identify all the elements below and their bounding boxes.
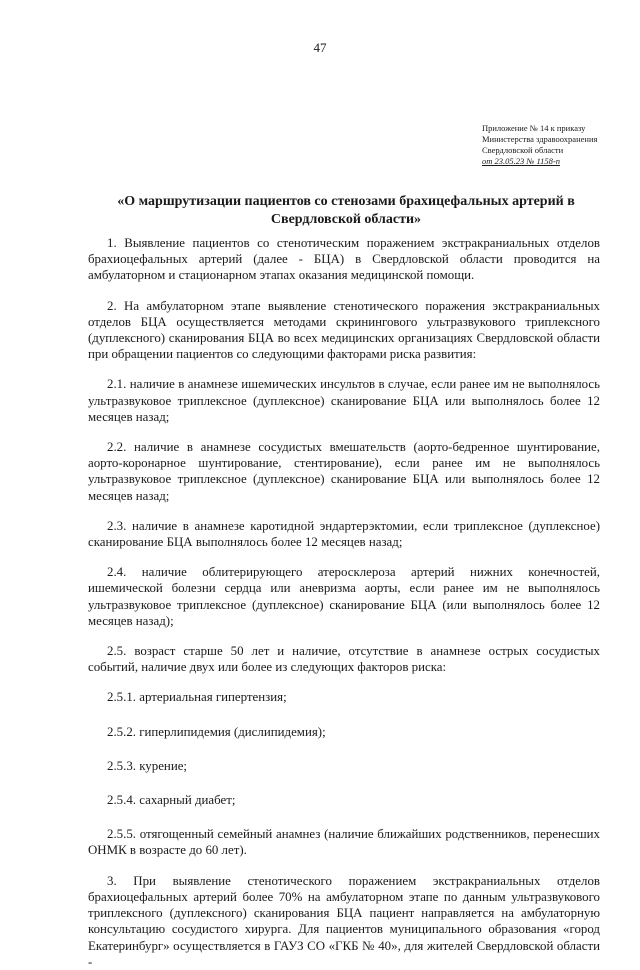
paragraph-2-5-3: 2.5.3. курение; — [107, 758, 188, 773]
paragraph-2-2: 2.2. наличие в анамнезе сосудистых вмешательств (аорто-бедренное шунтирование, аорто-коронарное шунтирование, стентирование), если ранее им не выполнялось ультразвуковое триплексное (дуплексное) сканирование БЦА или выполнялось более 12 месяцев назад; — [88, 440, 600, 503]
paragraph-2-5-5: 2.5.5. отягощенный семейный анамнез (наличие ближайших родственников, перенесших ОНМК в возрасте до 60 лет). — [88, 827, 600, 858]
paragraph-2-5-2: 2.5.2. гиперлипидемия (дислипидемия); — [107, 724, 326, 739]
paragraph-2-4: 2.4. наличие облитерирующего атеросклероза артерий нижних конечностей, ишемической болезни сердца или аневризма аорты, если ранее им не выполнялось ультразвуковое триплексное (дуплексное) сканирование БЦА (или выполнялось более 12 месяцев назад); — [88, 565, 600, 628]
stamp-line-region: Свердловской области — [482, 145, 564, 155]
paragraph-3: 3. При выявление стенотического поражением экстракраниальных отделов брахиоцефальных артерий более 70% на амбулаторном этапе по данным ультразвукового триплексного (дуплексного) сканирования БЦА пациент направляется на амбулаторную консультацию сосудистого хирурга. Для пациентов муниципального образования «город Екатеринбург» осуществляется в ГАУЗ СО «ГКБ № 40», для жителей Свердловской области - — [88, 873, 600, 969]
paragraph-2-5-4: 2.5.4. сахарный диабет; — [107, 793, 236, 808]
stamp-line-ministry: Министерства здравоохранения — [482, 134, 598, 144]
document-body — [88, 235, 600, 970]
paragraph-2-5: 2.5. возраст старше 50 лет и наличие, отсутствие в анамнезе острых сосудистых событий, наличие двух или более из следующих факторов риска: — [88, 644, 600, 675]
stamp-line-date-number: от 23.05.23 № 1158-п — [482, 156, 560, 166]
stamp-line-appendix: Приложение № 14 к приказу — [482, 123, 586, 133]
paragraph-1: 1. Выявление пациентов со стенотическим поражением экстракраниальных отделов брахиоцефальных артерий (далее - БЦА) в Свердловской области проводится на амбулаторном и стационарном этапах оказания медицинской помощи. — [88, 236, 600, 283]
paragraph-2: 2. На амбулаторном этапе выявление стенотического поражения экстракраниальных отделов БЦА осуществляется методами скринингового ультразвукового триплексного (дуплексного) сканирования БЦА во всех медицинских организациях Свердловской области при обращении пациентов со следующими факторами риска развития: — [88, 298, 600, 362]
document-title: «О маршрутизации пациентов со стенозами брахицефальных артерий в Свердловской области» — [117, 194, 575, 227]
page-number: 47 — [313, 40, 327, 55]
appendix-stamp — [482, 123, 622, 167]
paragraph-2-1: 2.1. наличие в анамнезе ишемических инсультов в случае, если ранее им не выполнялось ультразвуковое триплексное (дуплексное) сканирование БЦА или выполнялось более 12 месяцев назад; — [88, 377, 600, 424]
paragraph-2-5-1: 2.5.1. артериальная гипертензия; — [107, 690, 287, 705]
paragraph-2-3: 2.3. наличие в анамнезе каротидной эндартерэктомии, если триплексное (дуплексное) сканирование БЦА выполнялось более 12 месяцев назад; — [88, 518, 600, 550]
